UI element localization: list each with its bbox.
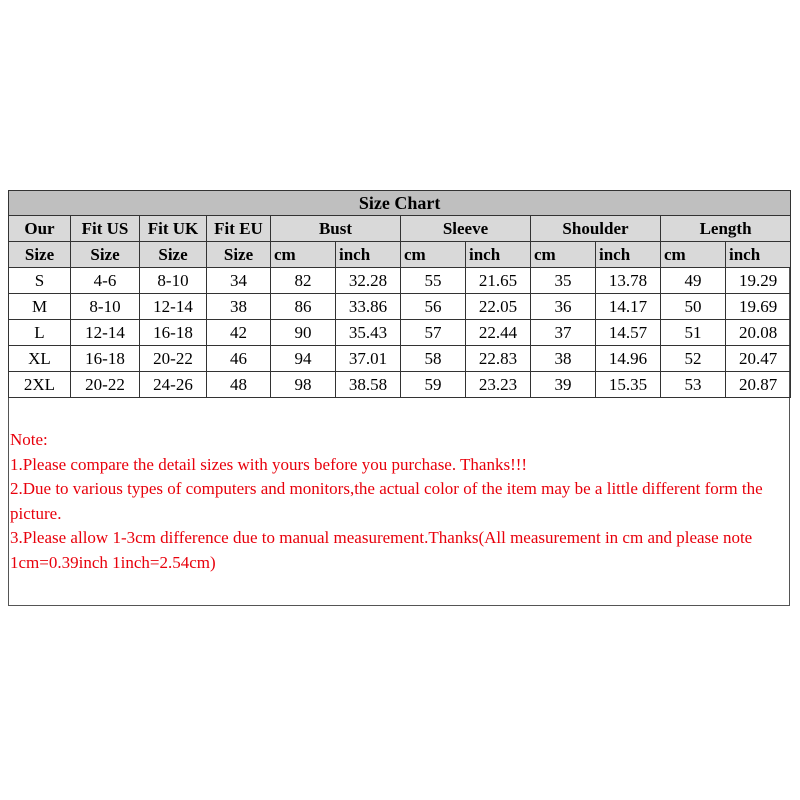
header-shoulder: Shoulder [531,216,661,242]
table-cell: 51 [661,320,726,346]
note-heading: Note: [10,430,48,449]
table-cell: 15.35 [596,372,661,398]
header-fit-uk: Fit UK [140,216,207,242]
table-cell: 20-22 [140,346,207,372]
table-cell: 98 [271,372,336,398]
table-cell: 24-26 [140,372,207,398]
table-row [9,346,791,372]
unit-inch: inch [726,242,791,268]
header-bust: Bust [271,216,401,242]
table-row [9,294,791,320]
size-rows [9,268,791,398]
header-fit-us: Fit US [71,216,140,242]
table-cell: 38 [531,346,596,372]
table-cell: 14.96 [596,346,661,372]
table-cell: 20.87 [726,372,791,398]
table-cell: 8-10 [71,294,140,320]
table-cell: 12-14 [140,294,207,320]
table-cell: 14.57 [596,320,661,346]
table-cell: 16-18 [140,320,207,346]
size-chart-table [8,190,791,398]
table-row [9,320,791,346]
header-our: Our [9,216,71,242]
notes [10,428,785,575]
table-cell: 52 [661,346,726,372]
table-cell: 20.47 [726,346,791,372]
table-cell: 82 [271,268,336,294]
header-fit-eu: Fit EU [207,216,271,242]
table-cell: 38 [207,294,271,320]
header-fit-eu-size: Size [207,242,271,268]
table-row [9,268,791,294]
table-cell: 16-18 [71,346,140,372]
table-cell: 59 [401,372,466,398]
unit-cm: cm [271,242,336,268]
size-label-cell: S [9,268,71,294]
table-cell: 21.65 [466,268,531,294]
table-cell: 49 [661,268,726,294]
table-cell: 33.86 [336,294,401,320]
table-cell: 22.83 [466,346,531,372]
unit-inch: inch [336,242,401,268]
table-cell: 94 [271,346,336,372]
table-cell: 4-6 [71,268,140,294]
table-cell: 38.58 [336,372,401,398]
table-cell: 57 [401,320,466,346]
table-cell: 90 [271,320,336,346]
table-cell: 37 [531,320,596,346]
unit-cm: cm [661,242,726,268]
table-cell: 23.23 [466,372,531,398]
table-cell: 8-10 [140,268,207,294]
table-cell: 20.08 [726,320,791,346]
table-cell: 19.69 [726,294,791,320]
table-cell: 48 [207,372,271,398]
table-row [9,372,791,398]
table-cell: 58 [401,346,466,372]
note-2: 2.Due to various types of computers and monitors,the actual color of the item may be a little different form the picture. [10,479,763,523]
header-fit-uk-size: Size [140,242,207,268]
table-cell: 53 [661,372,726,398]
table-cell: 86 [271,294,336,320]
note-3: 3.Please allow 1-3cm difference due to manual measurement.Thanks(All measurement in cm and please note 1cm=0.39inch 1inch=2.54cm) [10,528,753,572]
header-our-size: Size [9,242,71,268]
table-cell: 13.78 [596,268,661,294]
size-label-cell: L [9,320,71,346]
size-label-cell: 2XL [9,372,71,398]
table-cell: 19.29 [726,268,791,294]
table-cell: 42 [207,320,271,346]
header-sleeve: Sleeve [401,216,531,242]
table-cell: 32.28 [336,268,401,294]
table-cell: 55 [401,268,466,294]
table-cell: 46 [207,346,271,372]
table-cell: 12-14 [71,320,140,346]
header-length: Length [661,216,791,242]
table-cell: 39 [531,372,596,398]
header-fit-us-size: Size [71,242,140,268]
table-cell: 20-22 [71,372,140,398]
unit-inch: inch [466,242,531,268]
table-title: Size Chart [9,191,791,216]
table-cell: 56 [401,294,466,320]
table-cell: 22.05 [466,294,531,320]
table-cell: 34 [207,268,271,294]
unit-inch: inch [596,242,661,268]
table-cell: 22.44 [466,320,531,346]
table-cell: 14.17 [596,294,661,320]
table-cell: 35.43 [336,320,401,346]
unit-cm: cm [401,242,466,268]
table-cell: 37.01 [336,346,401,372]
size-label-cell: M [9,294,71,320]
table-cell: 35 [531,268,596,294]
note-1: 1.Please compare the detail sizes with yours before you purchase. Thanks!!! [10,454,528,474]
table-cell: 50 [661,294,726,320]
table-cell: 36 [531,294,596,320]
size-label-cell: XL [9,346,71,372]
unit-cm: cm [531,242,596,268]
